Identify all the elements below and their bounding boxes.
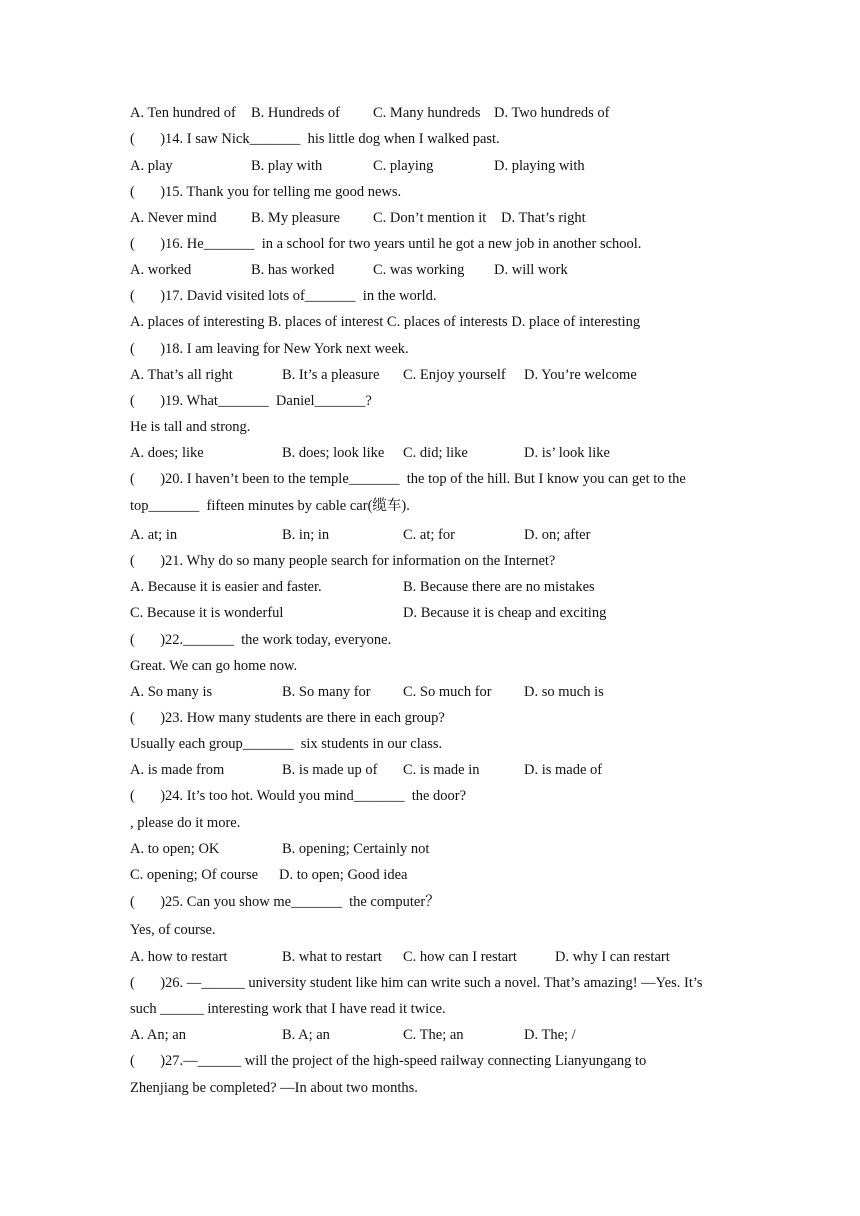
- option-a: A. worked: [130, 262, 192, 278]
- question-15: ( )15. Thank you for telling me good news.: [130, 184, 402, 200]
- option-b: B. is made up of: [282, 762, 378, 778]
- option-d: D. so much is: [524, 684, 604, 700]
- option-d: D. The; /: [524, 1027, 576, 1043]
- option-c: C. opening; Of course: [130, 867, 259, 883]
- option-c: C. So much for: [403, 684, 492, 700]
- options-q17: A. places of interesting B. places of interest C. places of interests D. place of interesting: [130, 314, 641, 330]
- dialogue-line: He is tall and strong.: [130, 419, 251, 435]
- question-24: ( )24. It’s too hot. Would you mind_______ the door?: [130, 788, 467, 804]
- option-b: B. play with: [251, 158, 323, 174]
- option-a: A. does; like: [130, 445, 204, 461]
- question-26: ( )26. —______ university student like him can write such a novel. That’s amazing! —Yes. It’s: [130, 975, 703, 991]
- option-d: D. That’s right: [501, 210, 586, 226]
- option-d: D. why I can restart: [555, 949, 670, 965]
- option-d: D. You’re welcome: [524, 367, 637, 383]
- question-20: ( )20. I haven’t been to the temple_______ the top of the hill. But I know you can get to the: [130, 471, 686, 487]
- question-27: ( )27.—______ will the project of the high-speed railway connecting Lianyungang to: [130, 1053, 647, 1069]
- option-c: C. Because it is wonderful: [130, 605, 284, 621]
- dialogue-line: Great. We can go home now.: [130, 658, 298, 674]
- question-25: ( )25. Can you show me_______ the computer？: [130, 894, 440, 910]
- option-d: D. will work: [494, 262, 568, 278]
- option-a: A. Because it is easier and faster.: [130, 579, 322, 595]
- option-a: A. to open; OK: [130, 841, 220, 857]
- question-18: ( )18. I am leaving for New York next week.: [130, 341, 409, 357]
- option-a: A. at; in: [130, 527, 178, 543]
- dialogue-line: , please do it more.: [130, 815, 241, 831]
- option-c: C. playing: [373, 158, 434, 174]
- option-b: B. has worked: [251, 262, 335, 278]
- question-16: ( )16. He_______ in a school for two years until he got a new job in another school.: [130, 236, 642, 252]
- option-d: D. Two hundreds of: [494, 105, 610, 121]
- option-a: A. is made from: [130, 762, 225, 778]
- option-b: B. opening; Certainly not: [282, 841, 430, 857]
- option-b: B. Because there are no mistakes: [403, 579, 595, 595]
- option-d: D. playing with: [494, 158, 585, 174]
- option-a: A. So many is: [130, 684, 213, 700]
- option-c: C. Enjoy yourself: [403, 367, 506, 383]
- option-a: A. That’s all right: [130, 367, 233, 383]
- option-a: A. Ten hundred of: [130, 105, 236, 121]
- dialogue-line: Usually each group_______ six students in our class.: [130, 736, 443, 752]
- option-b: B. It’s a pleasure: [282, 367, 380, 383]
- option-d: D. is made of: [524, 762, 603, 778]
- option-a: A. An; an: [130, 1027, 186, 1043]
- option-c: C. Many hundreds: [373, 105, 481, 121]
- option-a: A. play: [130, 158, 173, 174]
- option-a: A. how to restart: [130, 949, 228, 965]
- option-b: B. Hundreds of: [251, 105, 341, 121]
- option-b: B. in; in: [282, 527, 330, 543]
- option-c: C. how can I restart: [403, 949, 517, 965]
- question-19: ( )19. What_______ Daniel_______?: [130, 393, 372, 409]
- question-20-cont: top_______ fifteen minutes by cable car(缆车).: [130, 498, 410, 514]
- option-d: D. is’ look like: [524, 445, 610, 461]
- question-26-cont: such ______ interesting work that I have read it twice.: [130, 1001, 446, 1017]
- option-b: B. My pleasure: [251, 210, 340, 226]
- option-b: B. what to restart: [282, 949, 382, 965]
- question-14: ( )14. I saw Nick_______ his little dog when I walked past.: [130, 131, 500, 147]
- option-c: C. is made in: [403, 762, 480, 778]
- option-d: D. on; after: [524, 527, 591, 543]
- option-b: B. A; an: [282, 1027, 330, 1043]
- option-c: C. Don’t mention it: [373, 210, 487, 226]
- option-c: C. was working: [373, 262, 465, 278]
- option-b: B. does; look like: [282, 445, 385, 461]
- question-21: ( )21. Why do so many people search for information on the Internet?: [130, 553, 556, 569]
- option-d: D. to open; Good idea: [279, 867, 408, 883]
- option-d: D. Because it is cheap and exciting: [403, 605, 607, 621]
- option-c: C. at; for: [403, 527, 455, 543]
- option-c: C. The; an: [403, 1027, 464, 1043]
- option-c: C. did; like: [403, 445, 468, 461]
- question-27-cont: Zhenjiang be completed? —In about two months.: [130, 1080, 418, 1096]
- dialogue-line: Yes, of course.: [130, 922, 216, 938]
- question-17: ( )17. David visited lots of_______ in the world.: [130, 288, 437, 304]
- question-23: ( )23. How many students are there in each group?: [130, 710, 445, 726]
- option-b: B. So many for: [282, 684, 371, 700]
- question-22: ( )22._______ the work today, everyone.: [130, 632, 392, 648]
- option-a: A. Never mind: [130, 210, 217, 226]
